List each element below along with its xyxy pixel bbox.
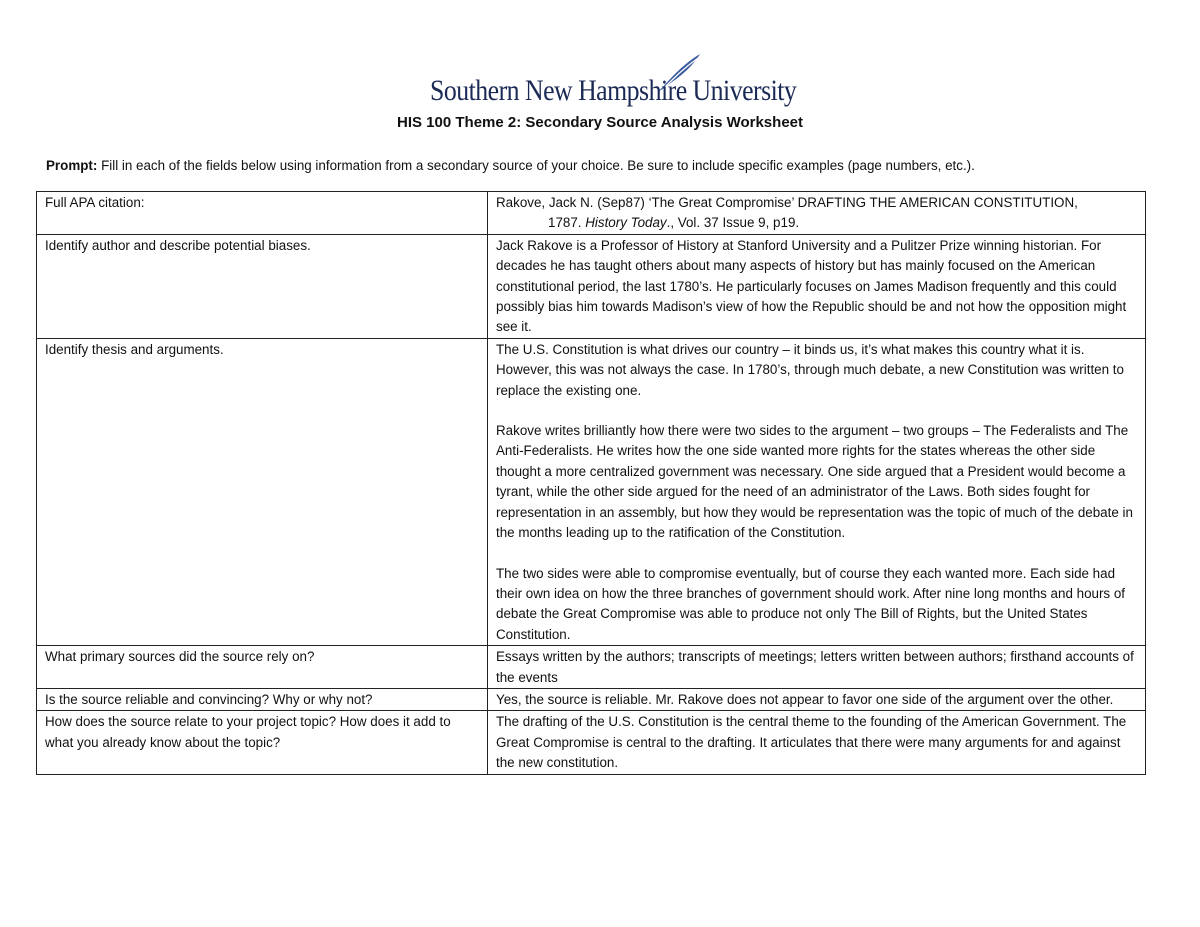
answer-cell-citation xyxy=(488,192,1146,235)
table-row xyxy=(37,711,1146,774)
answer-paragraph: Rakove writes brilliantly how there were two sides to the argument – two groups – The Federalists and The Anti-Federalists. He writes how the one side wanted more rights for the states whereas the other side thought a more centralized government was necessary. One side argued that a President would become a tyrant, while the other side argued for the need of an administrator of the Laws. Both sides fought for representation in an assembly, but how they would be representation was the topic of much of the debate in the months leading up to the ratification of the Constitution. xyxy=(496,423,1133,541)
university-logo xyxy=(430,52,797,107)
citation-line-2 xyxy=(496,213,1137,233)
answer-paragraph: Yes, the source is reliable. Mr. Rakove does not appear to favor one side of the argument over the other. xyxy=(496,691,1114,707)
table-row xyxy=(37,338,1146,645)
table-row xyxy=(37,234,1146,338)
question-cell: Is the source reliable and convincing? Why or why not? xyxy=(37,688,488,710)
answer-cell xyxy=(488,338,1146,645)
question-cell: What primary sources did the source rely on? xyxy=(37,646,488,689)
prompt-label: Prompt: xyxy=(46,158,98,173)
citation-journal: History Today xyxy=(585,215,667,231)
answer-paragraph: Jack Rakove is a Professor of History at Stanford University and a Pulitzer Prize winning historian. For decades he has taught others about many aspects of history but has mainly focused on the American constitutional period, the last 1780’s. He particularly focuses on James Madison frequently and this could possibly bias him towards Madison’s view of how the Republic should be and not how the opposition might see it. xyxy=(496,237,1127,335)
answer-cell xyxy=(488,711,1146,774)
question-cell: How does the source relate to your project topic? How does it add to what you already know about the topic? xyxy=(37,711,488,774)
citation-year: 1787. xyxy=(548,215,586,231)
question-cell: Identify thesis and arguments. xyxy=(37,338,488,645)
worksheet-title: HIS 100 Theme 2: Secondary Source Analysis Worksheet xyxy=(397,114,803,131)
question-cell: Identify author and describe potential biases. xyxy=(37,234,488,338)
table-row xyxy=(37,646,1146,689)
table-row xyxy=(37,688,1146,710)
prompt-body: Fill in each of the fields below using information from a secondary source of your choice. Be sure to include specific examples (page numbers, etc.). xyxy=(101,158,975,173)
answer-cell xyxy=(488,234,1146,338)
citation-line-1: Rakove, Jack N. (Sep87) ‘The Great Compromise’ DRAFTING THE AMERICAN CONSTITUTION, xyxy=(496,195,1078,210)
citation-volume: ., Vol. 37 Issue 9, p19. xyxy=(666,215,800,231)
answer-paragraph: The U.S. Constitution is what drives our country – it binds us, it’s what makes this country what it is. However, this was not always the case. In 1780’s, through much debate, a new Constitution was written to replace the existing one. xyxy=(496,341,1124,398)
university-name: Southern New Hampshire University xyxy=(430,74,797,107)
answer-paragraph: The drafting of the U.S. Constitution is the central theme to the founding of the American Government. The Great Compromise is central to the drafting. It articulates that there were many arguments for and against the new constitution. xyxy=(496,714,1127,771)
table-row xyxy=(37,192,1146,235)
worksheet-table xyxy=(36,191,1146,775)
answer-paragraph: The two sides were able to compromise eventually, but of course they each wanted more. Each side had their own idea on how the three branches of government should work. After nine long months and hours of debate the Great Compromise was able to produce not only The Bill of Rights, but the United States Constitution. xyxy=(496,565,1125,642)
answer-cell xyxy=(488,646,1146,689)
answer-cell xyxy=(488,688,1146,710)
question-cell: Full APA citation: xyxy=(37,192,488,235)
answer-paragraph: Essays written by the authors; transcripts of meetings; letters written between authors; firsthand accounts of the events xyxy=(496,649,1134,685)
prompt-text xyxy=(46,156,1166,176)
